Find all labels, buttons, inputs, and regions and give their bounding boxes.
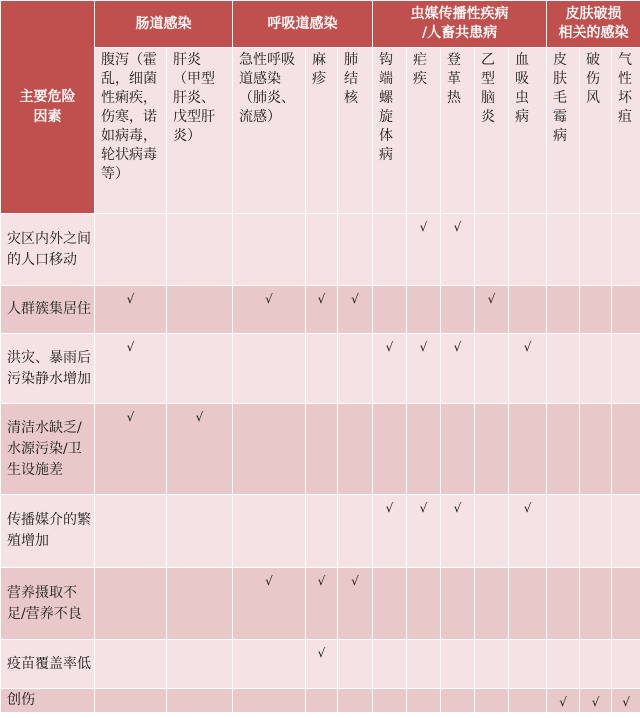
check-mark-cell: √ [233, 568, 306, 640]
empty-cell [612, 568, 640, 640]
empty-cell [95, 568, 167, 640]
empty-cell [509, 568, 547, 640]
risk-factor-label: 创伤 [1, 689, 95, 713]
corner-header [1, 1, 95, 214]
check-mark-cell: √ [233, 286, 306, 334]
empty-cell [547, 404, 580, 495]
group-label-line-2: 相关的感染 [558, 25, 629, 41]
risk-factor-label: 传播媒介的繁殖增加 [1, 495, 95, 568]
check-mark-cell: √ [95, 334, 167, 404]
empty-cell [612, 640, 640, 689]
table-row [1, 640, 640, 689]
disease-header: 钩端螺旋体病 [373, 48, 407, 214]
empty-cell [475, 640, 509, 689]
empty-cell [167, 568, 233, 640]
empty-cell [580, 568, 612, 640]
empty-cell [167, 495, 233, 568]
empty-cell [580, 286, 612, 334]
empty-cell [338, 640, 373, 689]
check-mark-cell: √ [338, 286, 373, 334]
empty-cell [441, 640, 475, 689]
disease-header: 皮肤毛霉病 [547, 48, 580, 214]
empty-cell [580, 214, 612, 286]
disease-header: 肝炎（甲型肝炎、戊型肝炎） [167, 48, 233, 214]
group-label: 呼吸道感染 [267, 15, 338, 32]
empty-cell [547, 286, 580, 334]
empty-cell [233, 640, 306, 689]
empty-cell [95, 689, 167, 713]
empty-cell [407, 568, 441, 640]
empty-cell [441, 286, 475, 334]
empty-cell [509, 214, 547, 286]
empty-cell [233, 689, 306, 713]
corner-line-2: 因素 [33, 109, 62, 125]
check-mark-cell: √ [407, 334, 441, 404]
empty-cell [233, 404, 306, 495]
disease-header: 疟疾 [407, 48, 441, 214]
empty-cell [580, 495, 612, 568]
empty-cell [373, 286, 407, 334]
check-mark-cell: √ [373, 334, 407, 404]
empty-cell [509, 689, 547, 713]
empty-cell [306, 334, 338, 404]
empty-cell [338, 689, 373, 713]
empty-cell [338, 495, 373, 568]
disease-header: 乙型脑炎 [475, 48, 509, 214]
empty-cell [509, 404, 547, 495]
risk-factor-label: 营养摄取不足/营养不良 [1, 568, 95, 640]
empty-cell [475, 334, 509, 404]
check-mark-cell: √ [95, 404, 167, 495]
disease-header: 气性坏疽 [612, 48, 640, 214]
group-header-row [1, 1, 640, 48]
empty-cell [338, 404, 373, 495]
check-mark-cell: √ [167, 404, 233, 495]
table-row [1, 214, 640, 286]
disease-header: 血吸虫病 [509, 48, 547, 214]
empty-cell [612, 334, 640, 404]
empty-cell [547, 640, 580, 689]
table-row [1, 286, 640, 334]
table-row [1, 334, 640, 404]
empty-cell [475, 495, 509, 568]
empty-cell [95, 214, 167, 286]
empty-cell [580, 640, 612, 689]
empty-cell [547, 495, 580, 568]
group-header-vector-borne [373, 1, 547, 48]
check-mark-cell: √ [612, 689, 640, 713]
empty-cell [306, 404, 338, 495]
empty-cell [509, 640, 547, 689]
table-row [1, 404, 640, 495]
empty-cell [612, 286, 640, 334]
empty-cell [441, 689, 475, 713]
risk-table-body [1, 214, 640, 713]
disease-header-row [1, 48, 640, 214]
empty-cell [338, 334, 373, 404]
empty-cell [373, 640, 407, 689]
check-mark-cell: √ [373, 495, 407, 568]
disease-header: 麻疹 [306, 48, 338, 214]
group-header-skin-wound [547, 1, 640, 48]
check-mark-cell: √ [475, 286, 509, 334]
empty-cell [338, 214, 373, 286]
check-mark-cell: √ [441, 495, 475, 568]
empty-cell [373, 214, 407, 286]
check-mark-cell: √ [407, 495, 441, 568]
check-mark-cell: √ [338, 568, 373, 640]
check-mark-cell: √ [306, 286, 338, 334]
risk-factor-label: 清洁水缺乏/水源污染/卫生设施差 [1, 404, 95, 495]
empty-cell [306, 214, 338, 286]
empty-cell [233, 495, 306, 568]
group-header-respiratory [233, 1, 373, 48]
group-label: 肠道感染 [135, 15, 192, 32]
check-mark-cell: √ [441, 334, 475, 404]
risk-factor-label: 疫苗覆盖率低 [1, 640, 95, 689]
empty-cell [167, 334, 233, 404]
empty-cell [373, 404, 407, 495]
empty-cell [233, 334, 306, 404]
table-row [1, 495, 640, 568]
check-mark-cell: √ [407, 214, 441, 286]
disease-header: 登革热 [441, 48, 475, 214]
empty-cell [612, 404, 640, 495]
check-mark-cell: √ [306, 568, 338, 640]
empty-cell [167, 214, 233, 286]
empty-cell [373, 568, 407, 640]
group-label-line-1: 皮肤破损 [565, 6, 622, 22]
empty-cell [441, 404, 475, 495]
empty-cell [373, 689, 407, 713]
disease-header: 腹泻（霍乱，细菌性痢疾，伤寒，诺如病毒，轮状病毒等） [95, 48, 167, 214]
check-mark-cell: √ [306, 640, 338, 689]
empty-cell [547, 568, 580, 640]
empty-cell [167, 689, 233, 713]
empty-cell [547, 214, 580, 286]
disease-header: 破伤风 [580, 48, 612, 214]
empty-cell [407, 404, 441, 495]
empty-cell [475, 214, 509, 286]
empty-cell [475, 568, 509, 640]
empty-cell [233, 214, 306, 286]
empty-cell [612, 495, 640, 568]
risk-factor-label: 灾区内外之间的人口移动 [1, 214, 95, 286]
empty-cell [407, 640, 441, 689]
empty-cell [580, 334, 612, 404]
check-mark-cell: √ [509, 495, 547, 568]
empty-cell [95, 495, 167, 568]
empty-cell [407, 286, 441, 334]
corner-line-1: 主要危险 [19, 89, 76, 105]
empty-cell [475, 404, 509, 495]
empty-cell [612, 214, 640, 286]
empty-cell [306, 495, 338, 568]
risk-factor-label: 洪灾、暴雨后污染静水增加 [1, 334, 95, 404]
check-mark-cell: √ [441, 214, 475, 286]
empty-cell [306, 689, 338, 713]
table-row [1, 689, 640, 713]
empty-cell [167, 640, 233, 689]
group-label-line-2: /人畜共患病 [421, 25, 498, 41]
table-row [1, 568, 640, 640]
check-mark-cell: √ [580, 689, 612, 713]
empty-cell [475, 689, 509, 713]
check-mark-cell: √ [547, 689, 580, 713]
group-label-line-1: 虫媒传播性疾病 [410, 6, 509, 22]
empty-cell [167, 286, 233, 334]
disease-header: 急性呼吸道感染（肺炎、流感） [233, 48, 306, 214]
empty-cell [407, 689, 441, 713]
risk-factor-label: 人群簇集居住 [1, 286, 95, 334]
empty-cell [95, 640, 167, 689]
empty-cell [441, 568, 475, 640]
empty-cell [547, 334, 580, 404]
check-mark-cell: √ [509, 334, 547, 404]
empty-cell [580, 404, 612, 495]
check-mark-cell: √ [95, 286, 167, 334]
empty-cell [509, 286, 547, 334]
disease-header: 肺结核 [338, 48, 373, 214]
group-header-intestinal [95, 1, 233, 48]
